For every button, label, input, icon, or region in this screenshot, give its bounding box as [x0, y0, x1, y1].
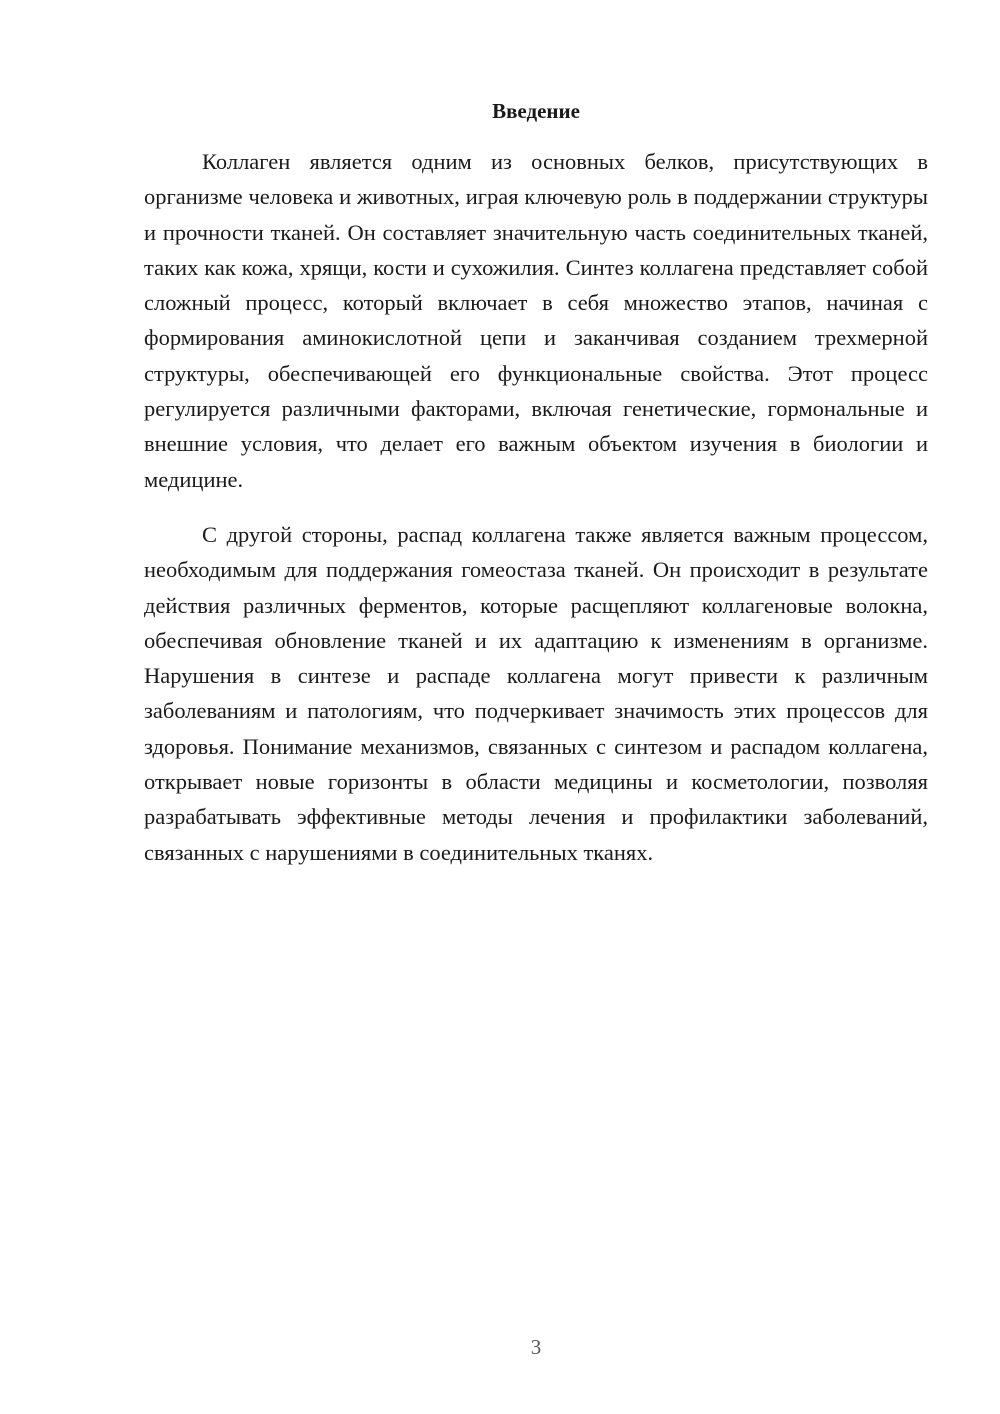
page-number: 3: [530, 1335, 542, 1359]
document-body: [144, 144, 928, 870]
paragraph-degradation: С другой стороны, распад коллагена также является важным процессом, необходимым для поддержания гомеостаза тканей. Он происходит в результате действия различных ферментов, которые расщепляют коллагеновые волокна, обеспечивая обновление тканей и их адаптацию к изменениям в организме. Нарушения в синтезе и распаде коллагена могут привести к различным заболеваниям и патологиям, что подчеркивает значимость этих процессов для здоровья. Понимание механизмов, связанных с синтезом и распадом коллагена, открывает новые горизонты в области медицины и косметологии, позволяя разрабатывать эффективные методы лечения и профилактики заболеваний, связанных с нарушениями в соединительных тканях.: [144, 521, 928, 865]
paragraph-synthesis: Коллаген является одним из основных белков, присутствующих в организме человека и животных, играя ключевую роль в поддержании структуры и прочности тканей. Он составляет значительную часть соединительных тканей, таких как кожа, хрящи, кости и сухожилия. Синтез коллагена представляет собой сложный процесс, который включает в себя множество этапов, начиная с формирования аминокислотной цепи и заканчивая созданием трехмерной структуры, обеспечивающей его функциональные свойства. Этот процесс регулируется различными факторами, включая генетические, гормональные и внешние условия, что делает его важным объектом изучения в биологии и медицине.: [144, 149, 928, 492]
section-heading: Введение: [492, 99, 580, 123]
